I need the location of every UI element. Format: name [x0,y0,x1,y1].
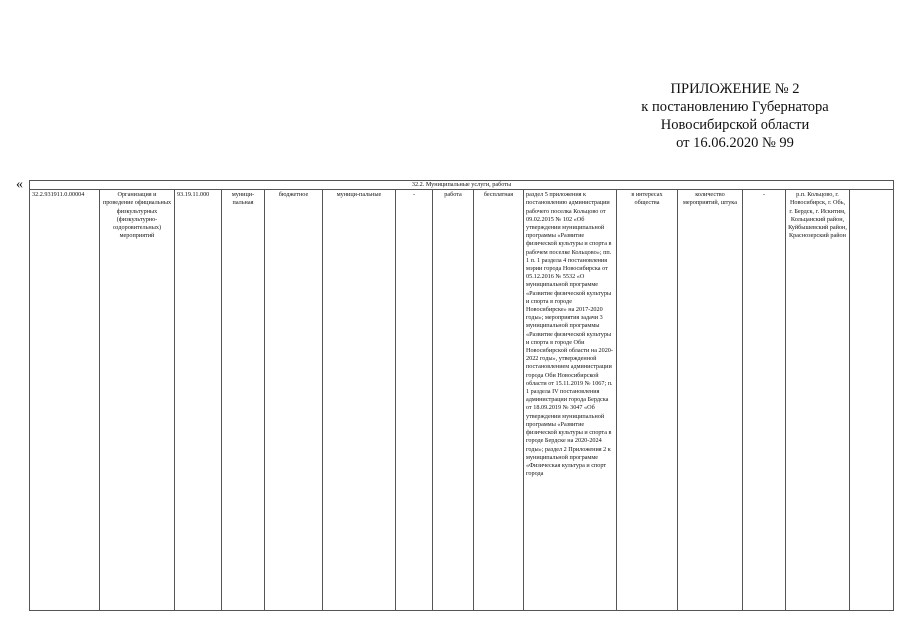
empty-cell [850,190,894,611]
payment-type: бесплатная [474,190,524,611]
territory: р.п. Кольцово, г. Новосибирск, г. Обь, г. Бердск, г. Искитим, Кольцанский район, Куйбышевский район, Краснозерский район [786,190,850,611]
section-row [30,181,894,190]
appendix-subtitle: к постановлению Губернатора [641,99,829,115]
consumers: в интересах общества [617,190,678,611]
appendix-title: ПРИЛОЖЕНИЕ № 2 [670,81,800,97]
placeholder-dash-2: - [743,190,786,611]
service-kind: работа [433,190,474,611]
appendix-header [620,80,850,152]
legal-basis: раздел 5 приложения к постановлению администрации рабочего поселка Кольцово от 09.02.2015 № 102 «Об утверждении муниципальной программы «Развитие физической культуры и спорта в рабочем поселке Кольцово»; пп. 1 п. 1 раздела 4 постановления мэрии города Новосибирска от 05.12.2016 № 5532 «О муниципальной программе «Развитие физической культуры и спорта в городе Новосибирске» на 2017-2020 годы»; мероприятия задачи 3 муниципальной программы «Развитие физической культуры и спорта в городе Оби Новосибирской области на 2020-2022 годы», утвержденной постановлением администрации города Оби Новосибирской области от 15.11.2019 № 1067; п. 1 раздела IV постановления администрации города Бердска от 18.09.2019 № 3047 «Об утверждении муниципальной программы «Развитие физической культуры и спорта в городе Бердске на 2020-2024 годы»; раздел 2 Приложения 2 к муниципальной программе «Физическая культура и спорт города [524,190,617,611]
services-table [29,180,894,611]
section-title: 32.2. Муниципальные услуги, работы [30,181,894,190]
institution-type: муници-пальные [323,190,396,611]
volume-indicator: количество мероприятий, штука [678,190,743,611]
table-row [30,190,894,611]
appendix-date: от 16.06.2020 № 99 [676,135,794,151]
okved-code: 93.19.11.000 [175,190,222,611]
fee-type: бюджетное [265,190,323,611]
opening-quote: « [16,177,23,192]
registry-code: 32.2.931911.0.00004 [30,190,100,611]
placeholder-dash: - [396,190,433,611]
service-level: муници-пальная [222,190,265,611]
appendix-region: Новосибирской области [660,117,810,133]
service-name: Организация и проведение официальных физкультурных (физкультурно-оздоровительных) мероприятий [100,190,175,611]
